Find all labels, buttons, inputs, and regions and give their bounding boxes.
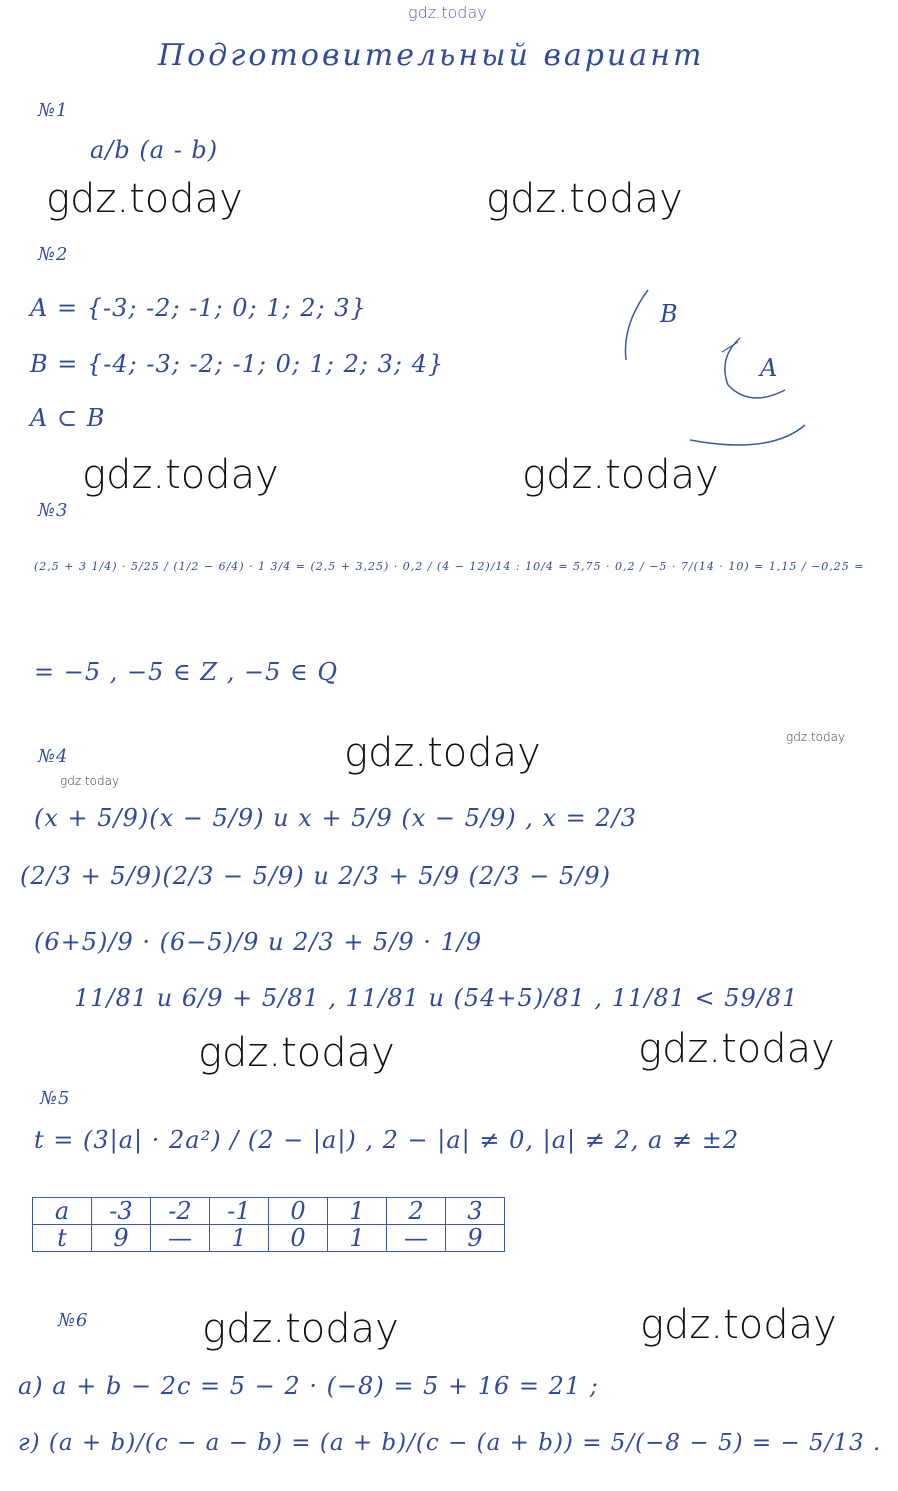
task-4-label: №4 <box>38 746 69 767</box>
watermark: gdz.today <box>638 1026 835 1072</box>
table-cell: — <box>151 1225 210 1252</box>
watermark: gdz.today <box>344 730 541 776</box>
task-1-label: №1 <box>38 100 69 121</box>
diagram-label-b: B <box>660 300 679 328</box>
task-1-expression: a/b (a - b) <box>90 136 219 164</box>
table-cell: 1 <box>328 1225 387 1252</box>
table-cell: 2 <box>387 1198 446 1225</box>
task-2-label: №2 <box>38 244 69 265</box>
table-cell: 3 <box>446 1198 505 1225</box>
task-3-line-2: = −5 , −5 ∈ Z , −5 ∈ Q <box>34 658 339 686</box>
task-5-label: №5 <box>40 1088 71 1109</box>
task-3-line-1: (2,5 + 3 1/4) · 5/25 / (1/2 − 6/4) · 1 3/4 = (2,5 + 3,25) · 0,2 / (4 − 12)/14 : 10/4 = 5,75 · 0,2 / −5 · 7/(14 · 10) = 1,15 / −0,25 = <box>34 560 865 573</box>
watermark: gdz.today <box>640 1302 837 1348</box>
table-cell: -2 <box>151 1198 210 1225</box>
table-cell: t <box>33 1225 92 1252</box>
table-cell: -1 <box>210 1198 269 1225</box>
table-cell: — <box>387 1225 446 1252</box>
table-cell: 1 <box>210 1225 269 1252</box>
values-table <box>32 1197 505 1252</box>
page-title: Подготовительный вариант <box>158 38 705 73</box>
task-3-label: №3 <box>38 500 69 521</box>
table-cell: 0 <box>269 1198 328 1225</box>
watermark: gdz.today <box>202 1306 399 1352</box>
watermark: gdz.today <box>522 452 719 498</box>
task-6-label: №6 <box>58 1310 89 1331</box>
table-cell: 9 <box>446 1225 505 1252</box>
task-2-set-b: B = {-4; -3; -2; -1; 0; 1; 2; 3; 4} <box>30 350 445 378</box>
table-cell: -3 <box>92 1198 151 1225</box>
diagram-label-a: A <box>760 354 779 382</box>
task-6-part-g: г) (a + b)/(c − a − b) = (a + b)/(c − (a + b)) = 5/(−8 − 5) = − 5/13 . <box>18 1430 882 1456</box>
watermark-top: gdz.today <box>408 3 487 22</box>
table-cell: 9 <box>92 1225 151 1252</box>
task-4-line-3: (6+5)/9 · (6−5)/9 и 2/3 + 5/9 · 1/9 <box>34 928 483 956</box>
task-4-line-4: 11/81 и 6/9 + 5/81 , 11/81 и (54+5)/81 , 11/81 < 59/81 <box>74 984 799 1012</box>
table-cell: a <box>33 1198 92 1225</box>
table-cell: 1 <box>328 1198 387 1225</box>
set-b-arc-left <box>625 290 648 360</box>
table-cell: 0 <box>269 1225 328 1252</box>
watermark: gdz.today <box>46 176 243 222</box>
task-4-line-1: (x + 5/9)(x − 5/9) и x + 5/9 (x − 5/9) , x = 2/3 <box>34 804 638 832</box>
task-2-set-a: A = {-3; -2; -1; 0; 1; 2; 3} <box>30 294 367 322</box>
watermark-small: gdz.today <box>60 774 120 788</box>
watermark: gdz.today <box>82 452 279 498</box>
watermark-small: gdz.today <box>786 730 846 744</box>
watermark: gdz.today <box>198 1030 395 1076</box>
task-6-part-a: а) a + b − 2c = 5 − 2 · (−8) = 5 + 16 = 21 ; <box>18 1372 599 1400</box>
table-row <box>33 1225 505 1252</box>
task-4-line-2: (2/3 + 5/9)(2/3 − 5/9) и 2/3 + 5/9 (2/3 − 5/9) <box>20 862 611 890</box>
set-b-arc-bottom <box>690 425 805 445</box>
task-2-relation: A ⊂ B <box>30 404 106 432</box>
task-5-formula: t = (3|a| · 2a²) / (2 − |a|) , 2 − |a| ≠ 0, |a| ≠ 2, a ≠ ±2 <box>34 1126 740 1154</box>
watermark: gdz.today <box>486 176 683 222</box>
table-row <box>33 1198 505 1225</box>
